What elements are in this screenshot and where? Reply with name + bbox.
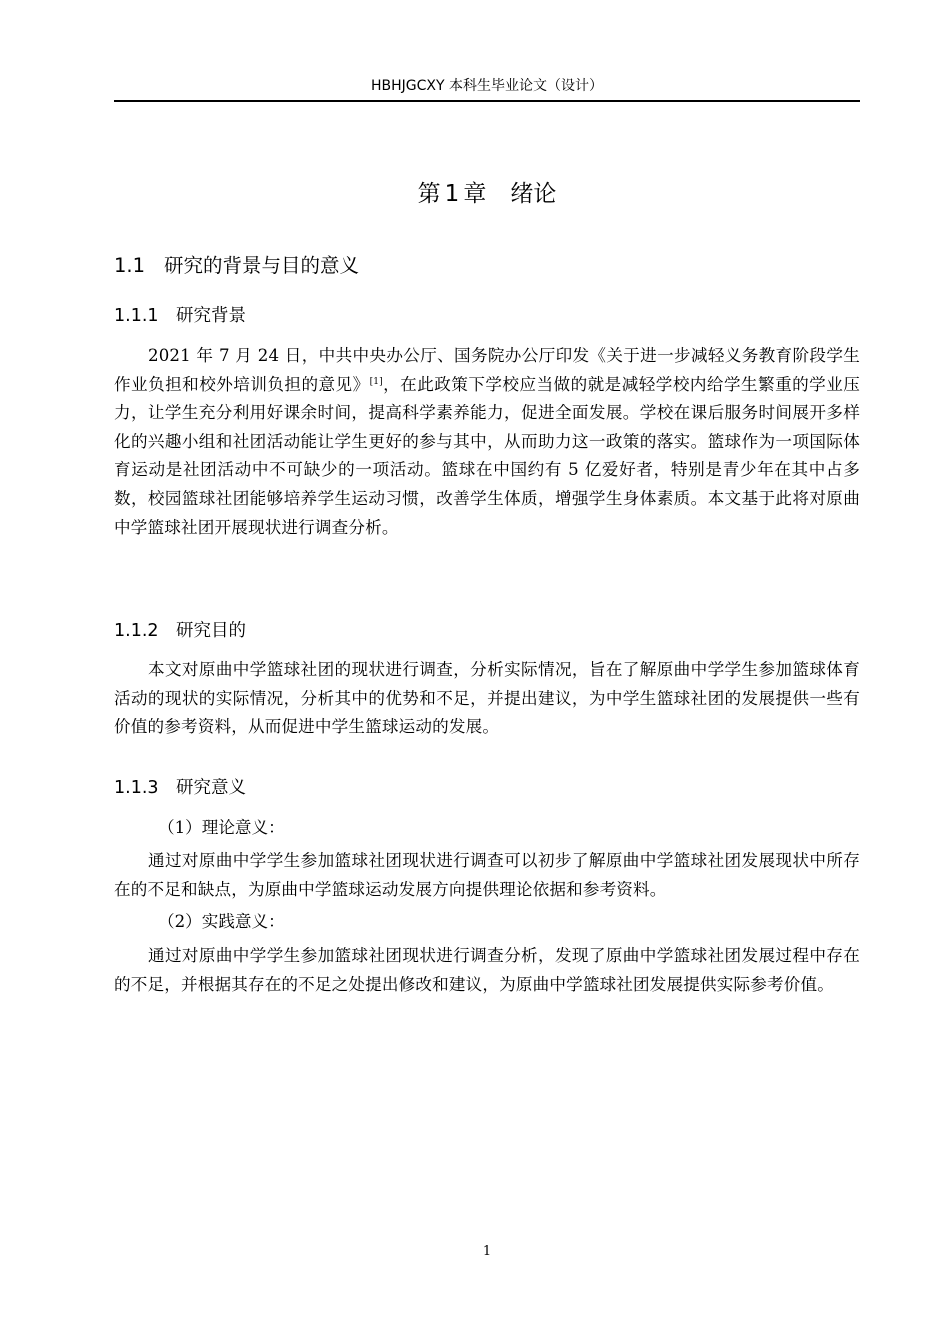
section-title: 研究背景 xyxy=(176,306,246,326)
paragraph-practical: 通过对原曲中学学生参加篮球社团现状进行调查分析，发现了原曲中学篮球社团发展过程中存在的不足，并根据其存在的不足之处提出修改和建议，为原曲中学篮球社团发展提供实际参考价值。 xyxy=(114,946,860,994)
section-heading-1-1-2 xyxy=(114,618,246,644)
section-title: 研究意义 xyxy=(176,778,246,798)
section-number: 1.1 xyxy=(114,254,146,277)
section-number: 1.1.1 xyxy=(114,306,159,326)
paragraph-background: 2021 年 7 月 24 日，中共中央办公厅、国务院办公厅印发《关于进一步减轻义务教育阶段学生作业负担和校外培训负担的意见》[1]，在此政策下学校应当做的就是减轻学校内给学生繁重的学业压力，让学生充分利用好课余时间，提高科学素养能力，促进全面发展。学校在课后服务时间展开多样化的兴趣小组和社团活动能让学生更好的参与其中，从而助力这一政策的落实。篮球作为一项国际体育运动是社团活动中不可缺少的一项活动。篮球在中国约有 5 亿爱好者，特别是青少年在其中占多数，校园篮球社团能够培养学生运动习惯，改善学生体质，增强学生身体素质。本文基于此将对原曲中学篮球社团开展现状进行调查分析。 xyxy=(114,346,860,537)
chapter-prefix: 第 xyxy=(417,181,441,207)
section-title: 研究的背景与目的意义 xyxy=(164,254,360,277)
section-title: 研究目的 xyxy=(176,621,246,641)
paragraph-theoretical: 通过对原曲中学学生参加篮球社团现状进行调查可以初步了解原曲中学篮球社团发展现状中所存在的不足和缺点，为原曲中学篮球运动发展方向提供理论依据和参考资料。 xyxy=(114,851,860,899)
section-heading-1-1-1 xyxy=(114,303,246,329)
section-number: 1.1.2 xyxy=(114,621,159,641)
section-number: 1.1.3 xyxy=(114,778,159,798)
section-heading-1-1-3 xyxy=(114,775,246,801)
header-rule xyxy=(114,100,860,102)
chapter-number: 1 xyxy=(444,181,460,207)
page-number: 1 xyxy=(482,1244,492,1259)
chapter-name: 绪论 xyxy=(510,181,557,207)
item-theoretical-label: （1）理论意义： xyxy=(158,818,285,837)
chapter-suffix: 章 xyxy=(463,181,487,207)
section-heading-1-1 xyxy=(114,252,359,280)
running-header: HBHJGCXY 本科生毕业论文（设计） xyxy=(370,78,603,94)
citation-ref: [1] xyxy=(369,376,383,387)
chapter-title xyxy=(114,178,860,210)
paragraph-purpose: 本文对原曲中学篮球社团的现状进行调查，分析实际情况，旨在了解原曲中学学生参加篮球体育活动的现状的实际情况，分析其中的优势和不足，并提出建议，为中学生篮球社团的发展提供一些有价值的参考资料，从而促进中学生篮球运动的发展。 xyxy=(114,660,860,737)
item-practical-label: （2）实践意义： xyxy=(158,912,285,931)
